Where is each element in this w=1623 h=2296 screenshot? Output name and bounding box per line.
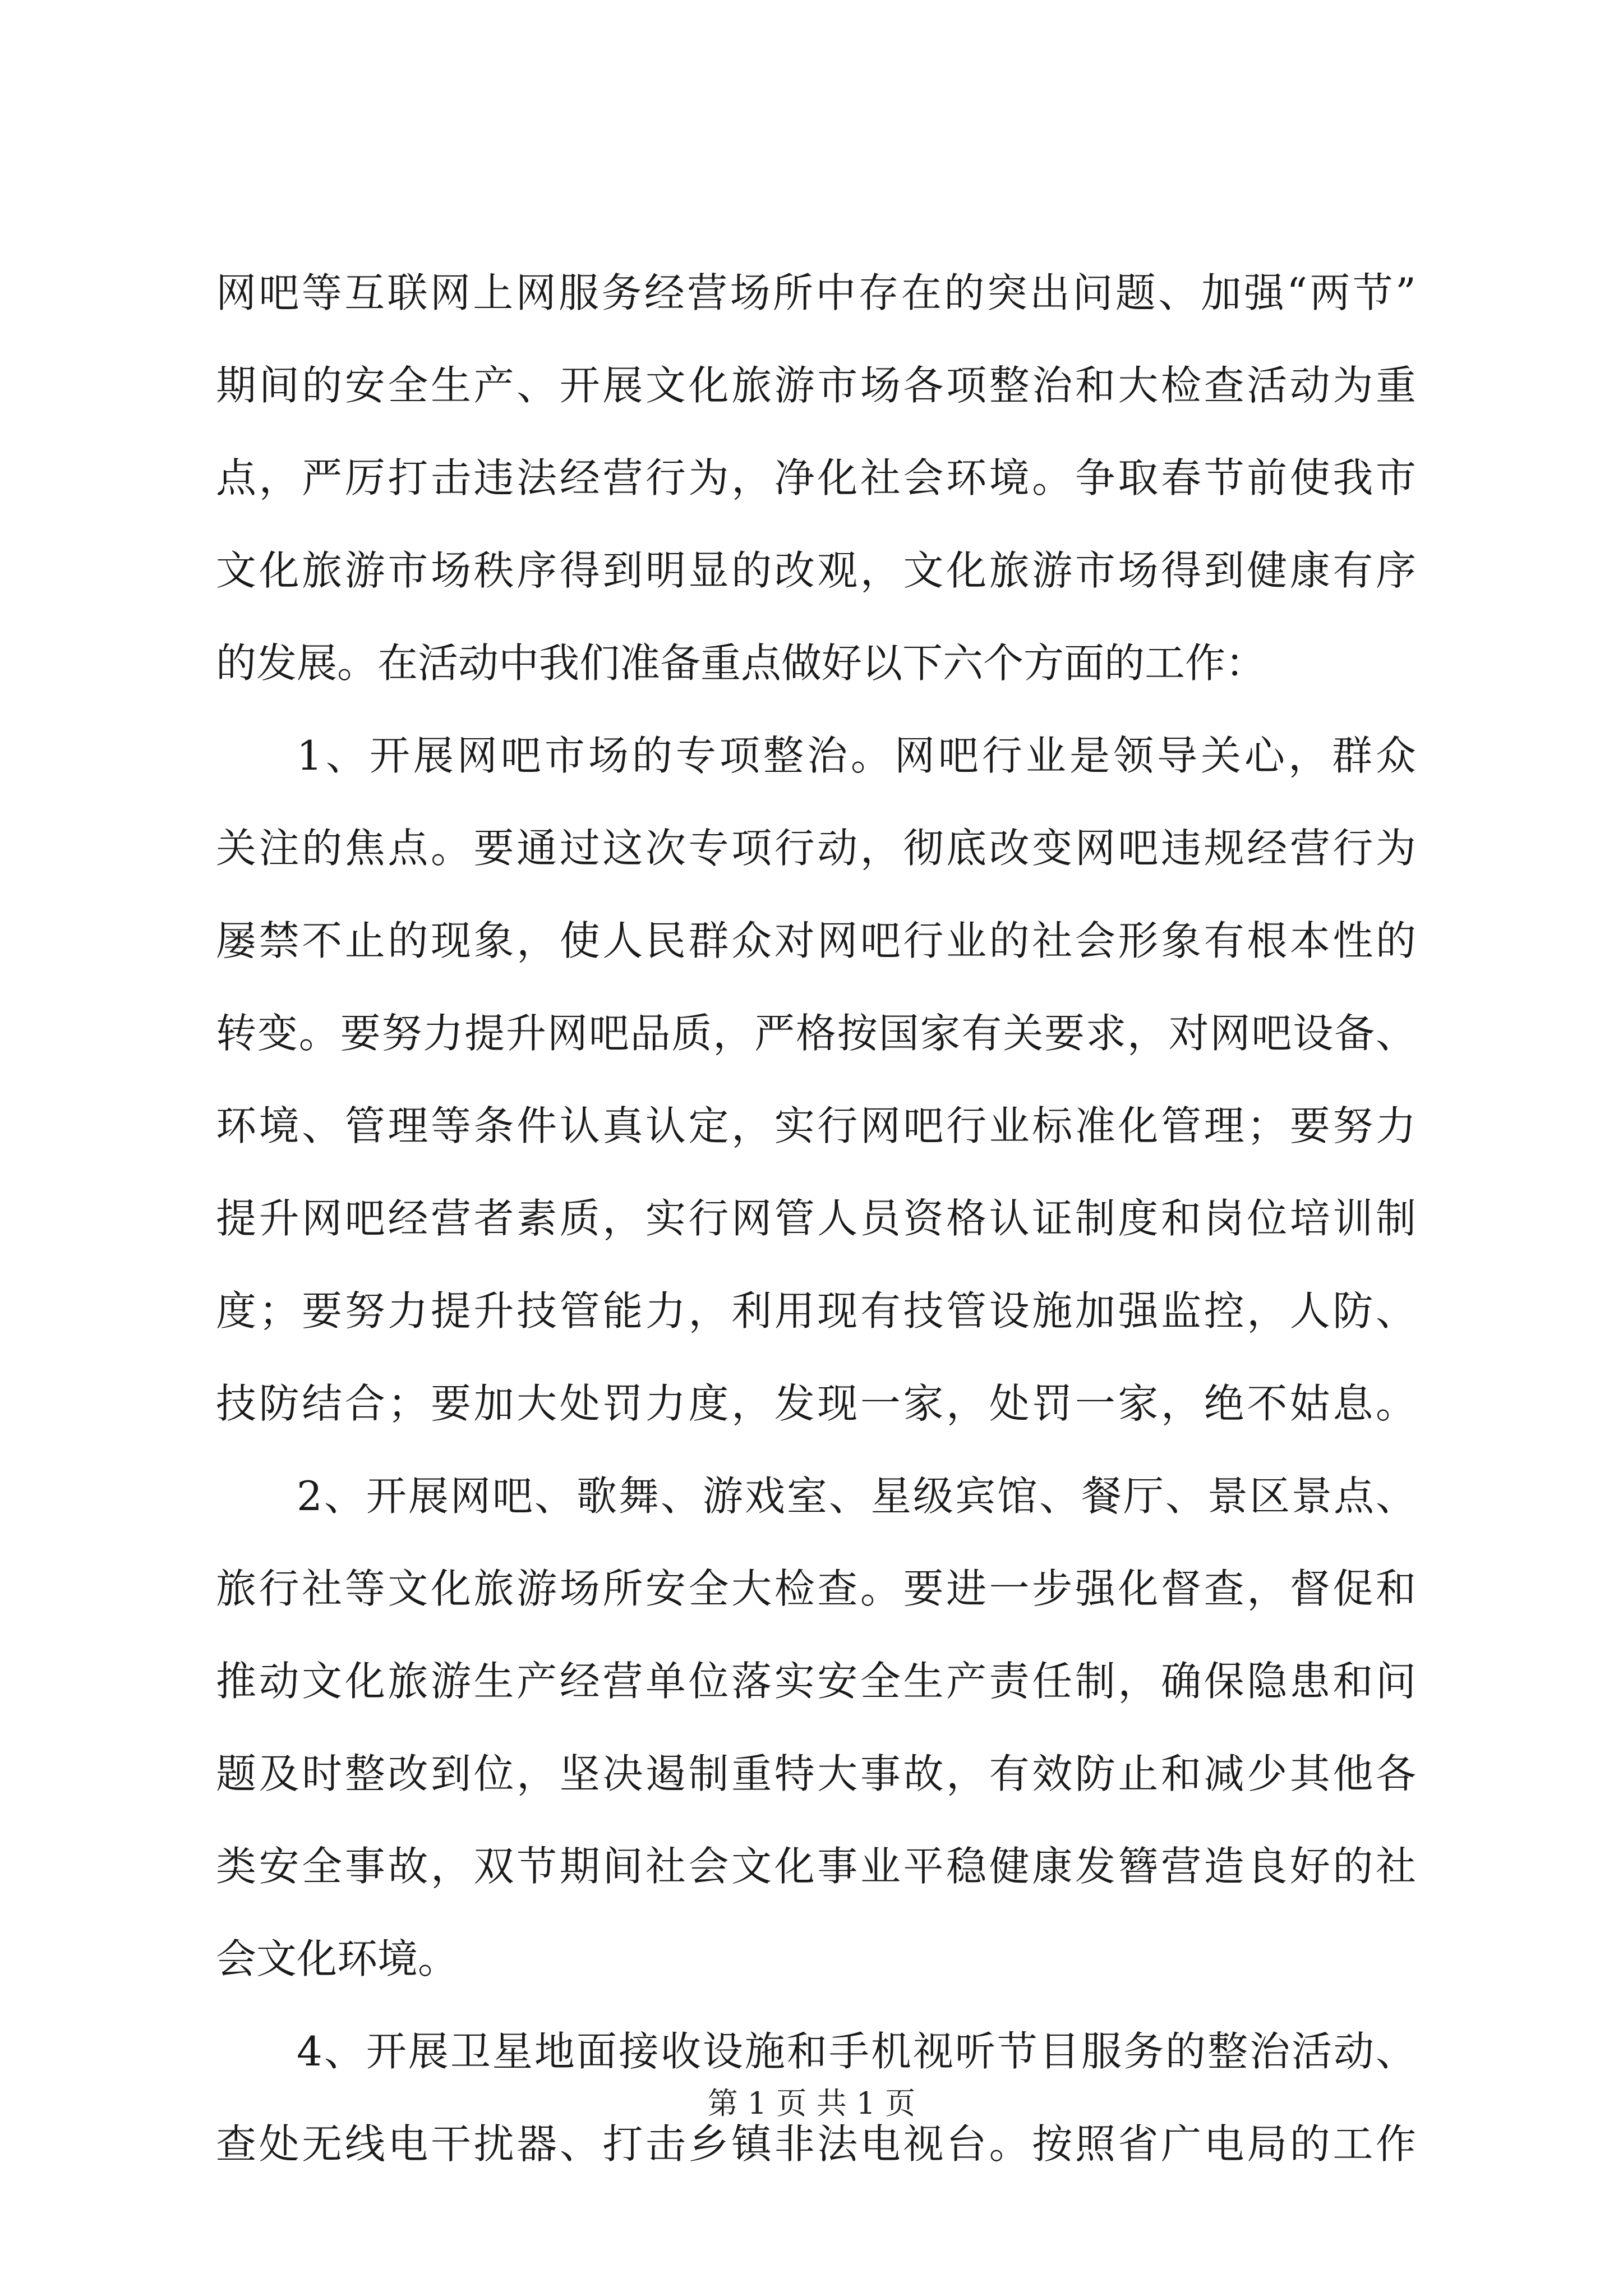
text-line: 4、开展卫星地面接收设施和手机视听节目服务的整治活动、 (297, 2028, 1416, 2075)
text-line: 推动文化旅游生产经营单位落实安全生产责任制，确保隐患和问 (216, 1658, 1416, 1705)
text-line: 旅行社等文化旅游场所安全大检查。要进一步强化督查，督促和 (216, 1565, 1416, 1612)
page-number-label: 第 1 页 共 1 页 (707, 2086, 916, 2121)
text-line: 技防结合；要加大处罚力度，发现一家，处罚一家，绝不姑息。 (216, 1380, 1416, 1427)
text-line: 会文化环境。 (216, 1935, 459, 1982)
page-footer (0, 2084, 1623, 2123)
text-line: 文化旅游市场秩序得到明显的改观，文化旅游市场得到健康有序 (216, 547, 1416, 594)
text-line: 期间的安全生产、开展文化旅游市场各项整治和大检查活动为重 (216, 362, 1416, 409)
text-line: 屡禁不止的现象，使人民群众对网吧行业的社会形象有根本性的 (216, 917, 1416, 964)
text-line: 环境、管理等条件认真认定，实行网吧行业标准化管理；要努力 (216, 1102, 1416, 1149)
text-line: 点，严厉打击违法经营行为，净化社会环境。争取春节前使我市 (216, 454, 1416, 501)
text-line: 查处无线电干扰器、打击乡镇非法电视台。按照省广电局的工作 (216, 2120, 1416, 2168)
text-line: 转变。要努力提升网吧品质，严格按国家有关要求，对网吧设备、 (216, 1010, 1416, 1057)
text-line: 2、开展网吧、歌舞、游戏室、星级宾馆、餐厅、景区景点、 (297, 1473, 1416, 1520)
text-line: 的发展。在活动中我们准备重点做好以下六个方面的工作： (216, 639, 1266, 687)
text-line: 关注的焦点。要通过这次专项行动，彻底改变网吧违规经营行为 (216, 825, 1416, 872)
body-text (216, 247, 1416, 2191)
text-line: 1、开展网吧市场的专项整治。网吧行业是领导关心，群众 (297, 732, 1416, 779)
text-line: 提升网吧经营者素质，实行网管人员资格认证制度和岗位培训制 (216, 1195, 1416, 1242)
text-line: 度；要努力提升技管能力，利用现有技管设施加强监控，人防、 (216, 1287, 1416, 1335)
text-line: 题及时整改到位，坚决遏制重特大事故，有效防止和减少其他各 (216, 1750, 1416, 1797)
text-line: 类安全事故，双节期间社会文化事业平稳健康发簪营造良好的社 (216, 1843, 1416, 1890)
text-line: 网吧等互联网上网服务经营场所中存在的突出问题、加强“两节” (216, 269, 1416, 316)
